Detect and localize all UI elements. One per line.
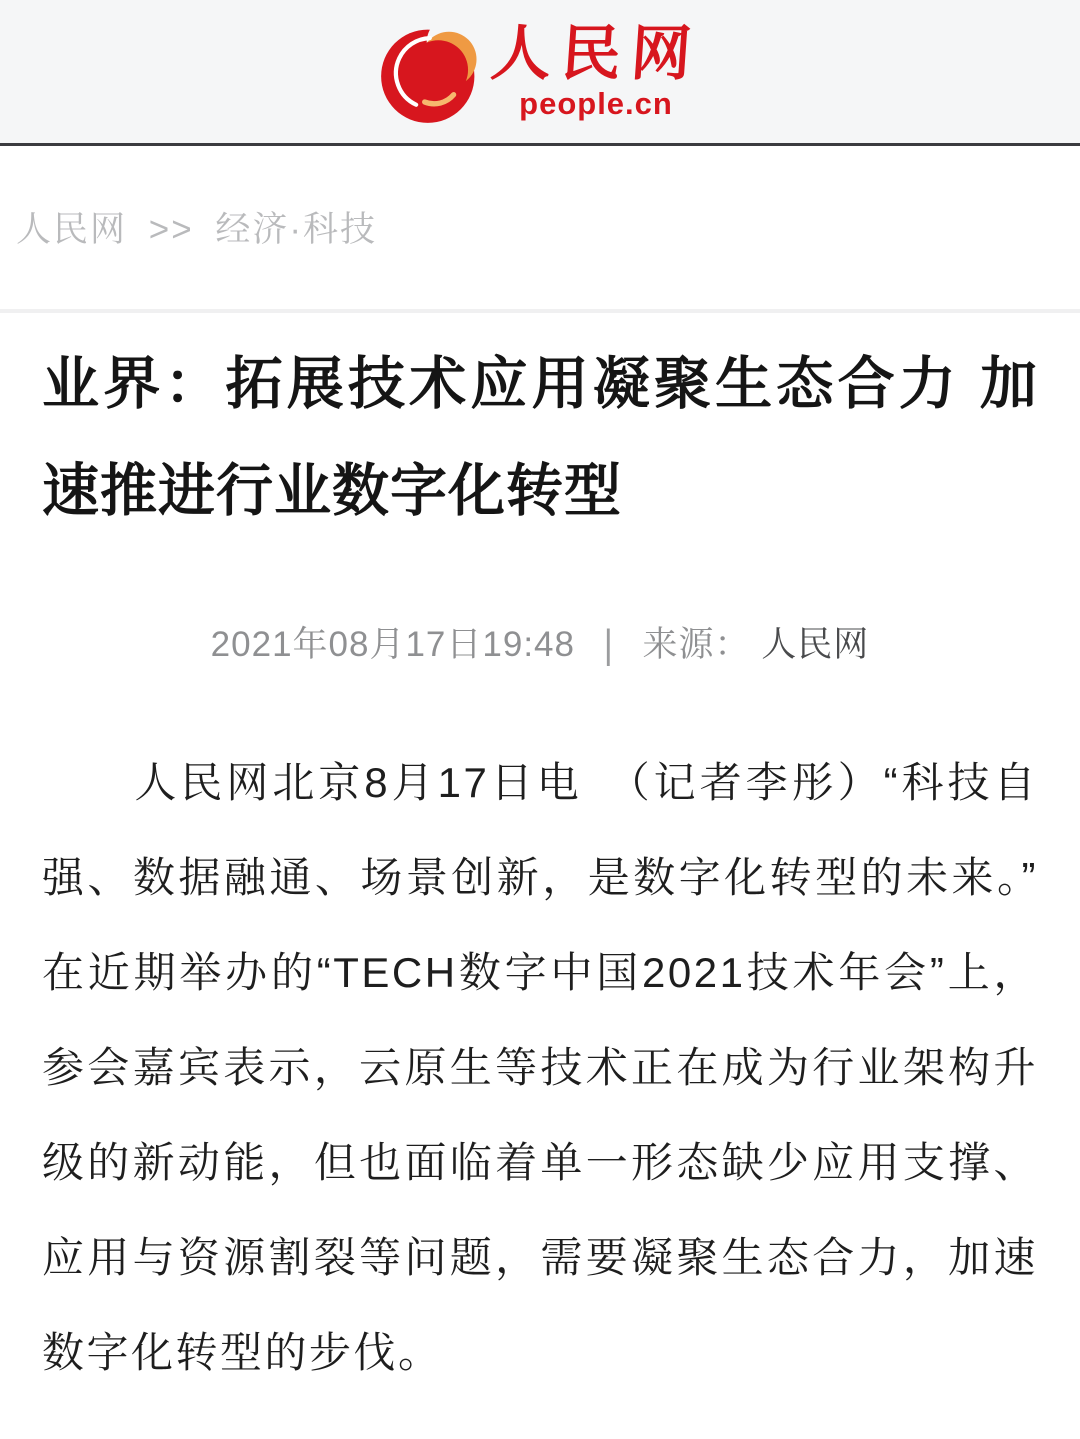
article-body-paragraph: 人民网北京8月17日电 （记者李彤）“科技自强、数据融通、场景创新，是数字化转型的未来。”在近期举办的“TECH数字中国2021技术年会”上，参会嘉宾表示，云原生等技术正在成为行业架构升级的新动能，但也面临着单一形态缺少应用支撑、应用与资源割裂等问题，需要凝聚生态合力，加速数字化转型的步伐。 [42,759,1038,1376]
breadcrumb-section-link[interactable]: 经济·科技 [215,210,378,249]
source-name[interactable]: 人民网 [761,625,870,664]
source-label: 来源： [642,625,751,664]
breadcrumb-separator: >> [148,210,194,249]
people-cn-swirl-globe-icon [379,19,485,125]
publish-datetime: 2021年08月17日19:48 [210,625,575,664]
breadcrumb-site-link[interactable]: 人民网 [16,210,128,249]
people-cn-logo[interactable] [379,19,704,125]
article-meta [42,617,1038,667]
logo-en-text: people.cn [519,86,673,121]
logo-text [488,21,704,121]
site-header [0,0,1080,146]
meta-divider: | [603,622,614,667]
logo-cn-text: 人民网 [488,21,704,87]
breadcrumb [0,146,1080,313]
article-title: 业界：拓展技术应用凝聚生态合力 加速推进行业数字化转型 [42,352,1038,523]
article [0,313,1080,1400]
